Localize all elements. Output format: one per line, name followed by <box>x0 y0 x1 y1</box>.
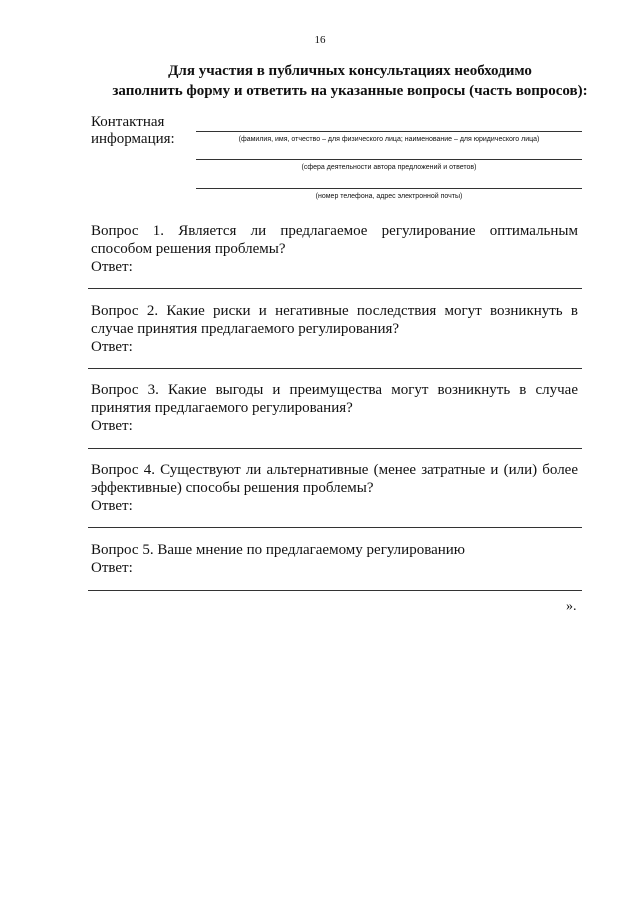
page-number: 16 <box>314 34 326 46</box>
contact-name-caption: (фамилия, имя, отчество – для физического лица; наименование – для юридического лица) <box>238 136 540 143</box>
page-title <box>60 61 640 101</box>
question-4 <box>91 461 578 515</box>
question-1-text: Вопрос 1. Является ли предлагаемое регулирование оптимальным способом решения проблемы? <box>91 223 578 257</box>
answer-4-field[interactable] <box>88 527 582 528</box>
question-3-text: Вопрос 3. Какие выгоды и преимущества могут возникнуть в случае принятия предлагаемого регулирования? <box>91 382 578 416</box>
contact-label-line-2: информация: <box>91 131 175 147</box>
answer-1-label: Ответ: <box>91 259 133 275</box>
contact-label-line-1: Контактная <box>91 114 165 130</box>
question-2-text: Вопрос 2. Какие риски и негативные последствия могут возникнуть в случае принятия предлагаемого регулирования? <box>91 303 578 337</box>
answer-2-label: Ответ: <box>91 339 133 355</box>
question-1 <box>91 222 578 276</box>
contact-name-field[interactable] <box>196 131 582 132</box>
question-2 <box>91 302 578 356</box>
answer-3-label: Ответ: <box>91 418 133 434</box>
heading-line-1: Для участия в публичных консультациях необходимо <box>168 63 532 79</box>
question-5-text: Вопрос 5. Ваше мнение по предлагаемому регулированию <box>91 542 465 558</box>
closing-quote-mark: ». <box>566 599 577 614</box>
contact-phone-email-field[interactable] <box>196 188 582 189</box>
contact-info-label <box>91 114 201 148</box>
contact-phone-email-caption: (номер телефона, адрес электронной почты) <box>315 193 463 200</box>
contact-sphere-caption: (сфера деятельности автора предложений и ответов) <box>301 164 477 171</box>
heading-line-2: заполнить форму и ответить на указанные вопросы (часть вопросов): <box>112 83 588 99</box>
question-3 <box>91 381 578 435</box>
answer-3-field[interactable] <box>88 448 582 449</box>
question-4-text: Вопрос 4. Существуют ли альтернативные (менее затратные и (или) более эффективные) способы решения проблемы? <box>91 462 578 496</box>
contact-sphere-field[interactable] <box>196 159 582 160</box>
answer-4-label: Ответ: <box>91 498 133 514</box>
answer-5-label: Ответ: <box>91 560 133 576</box>
answer-1-field[interactable] <box>88 288 582 289</box>
question-5 <box>91 541 578 577</box>
answer-2-field[interactable] <box>88 368 582 369</box>
answer-5-field[interactable] <box>88 590 582 591</box>
